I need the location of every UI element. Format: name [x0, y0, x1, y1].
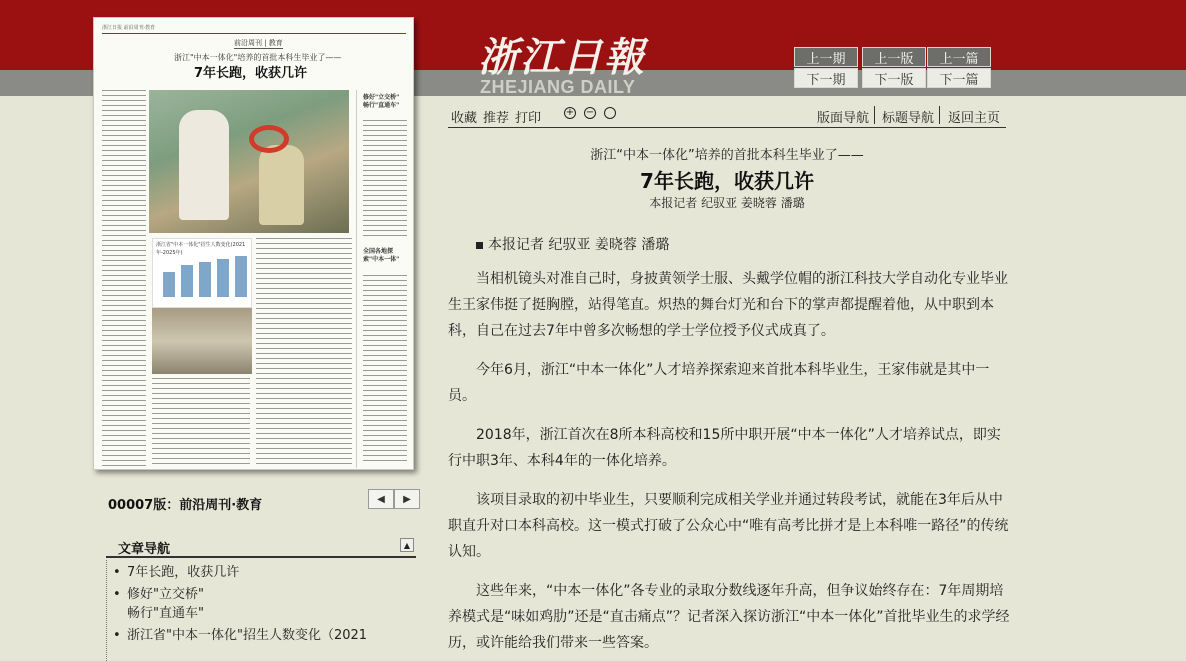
- article-nav-item[interactable]: [107, 585, 416, 623]
- article-byline: [448, 232, 1010, 258]
- article-nav-header: [106, 534, 416, 558]
- article-nav-item[interactable]: • 7年长跑，收获几许: [107, 563, 416, 582]
- article-nav-item-line: 畅行"直通车": [127, 606, 204, 621]
- article-paragraph: 当相机镜头对准自己时，身披黄领学士服、头戴学位帽的浙江科技大学自动化专业毕业生王家伟挺了挺胸膛，站得笔直。炽热的舞台灯光和台下的掌声都提醒着他，从中职到本科，自己在过去7年中曾多次畅想的学士学位授予仪式成真了。: [448, 271, 1008, 339]
- prev-article-button[interactable]: 上一篇: [927, 47, 991, 67]
- paper-chart: [152, 238, 252, 308]
- next-article-button[interactable]: 下一篇: [927, 68, 991, 88]
- paper-chart-bar: [199, 262, 211, 297]
- paper-chart-caption: 浙江省"中本一体化"招生人数变化(2021年-2025年): [156, 242, 246, 256]
- photo-figure-student: [179, 110, 229, 220]
- byline-text: 本报记者 纪驭亚 姜晓蓉 潘璐: [488, 237, 670, 253]
- recommend-link[interactable]: 推荐: [483, 111, 510, 126]
- newspaper-page-thumbnail[interactable]: [93, 17, 414, 470]
- print-link[interactable]: 打印: [515, 111, 542, 126]
- toolbar-divider: [874, 106, 875, 124]
- article-body: [448, 232, 1010, 661]
- article-nav-item[interactable]: • 浙江省"中本一体化"招生人数变化（2021: [107, 626, 416, 645]
- title-nav-link[interactable]: 标题导航: [882, 111, 935, 126]
- prev-page-arrow-icon[interactable]: ◀: [368, 489, 394, 509]
- paper-header: 浙江日报 前沿周刊·教育: [102, 24, 406, 34]
- paper-side-column: [356, 90, 408, 468]
- paper-text-column: [363, 275, 407, 465]
- paper-text-column: [363, 120, 407, 240]
- home-link[interactable]: 返回主页: [948, 111, 1001, 126]
- paper-side-title-1[interactable]: 修好"立交桥" 畅行"直通车": [363, 94, 400, 109]
- next-page-arrow-icon[interactable]: ▶: [394, 489, 420, 509]
- article-authors: 本报记者 纪驭亚 姜晓蓉 潘璐: [649, 196, 805, 210]
- photo-figure-child: [259, 145, 304, 225]
- paper-chart-bar: [217, 259, 229, 297]
- article-nav-item-line: 修好"立交桥": [127, 587, 204, 602]
- zoom-reset-icon[interactable]: [604, 107, 616, 119]
- page-info-label: 00007版：前沿周刊·教育: [108, 498, 263, 513]
- paper-side-title-2[interactable]: 全国各地探索"中本一体": [363, 248, 400, 263]
- paper-chart-bar: [181, 265, 193, 297]
- article-paragraph: 该项目录取的初中毕业生，只要顺利完成相关学业并通过转段考试，就能在3年后从中职直升对口本科高校。这一模式打破了公众心中“唯有高考比拼才是上本科唯一路径”的传统认知。: [448, 492, 1009, 560]
- article-nav-title: 文章导航: [118, 542, 171, 557]
- article-nav-list: [106, 560, 416, 661]
- paper-subtitle: 浙江"中本一体化"培养的首批本科生毕业了——: [174, 53, 342, 62]
- paper-main-photo: [149, 90, 349, 233]
- logo-chinese: 浙江日報: [478, 34, 646, 81]
- next-page-button[interactable]: 下一版: [862, 68, 926, 88]
- paper-chart-bar: [163, 272, 175, 297]
- zoom-in-icon[interactable]: +: [565, 107, 575, 118]
- article-title: 7年长跑，收获几许: [640, 169, 814, 193]
- paper-text-column: [102, 90, 146, 468]
- article-toolbar: [448, 103, 1006, 128]
- collect-link[interactable]: 收藏: [451, 111, 478, 126]
- layout-nav-link[interactable]: 版面导航: [817, 111, 870, 126]
- paper-second-photo: [152, 308, 252, 374]
- next-issue-button[interactable]: 下一期: [794, 68, 858, 88]
- article-paragraph: 今年6月，浙江“中本一体化”人才培养探索迎来首批本科毕业生，王家伟就是其中一员。: [448, 362, 990, 404]
- photo-ring: [249, 125, 289, 153]
- prev-page-button[interactable]: 上一版: [862, 47, 926, 67]
- paper-headline[interactable]: 7年长跑，收获几许: [194, 66, 308, 81]
- article-paragraph: 2018年，浙江首次在8所本科高校和15所中职开展“中本一体化”人才培养试点，即实行中职3年、本科4年的一体化培养。: [448, 427, 1001, 469]
- square-bullet-icon: [476, 242, 483, 249]
- prev-issue-button[interactable]: 上一期: [794, 47, 858, 67]
- logo-english: ZHEJIANG DAILY: [480, 77, 636, 97]
- paper-text-column: [152, 378, 250, 468]
- newspaper-logo[interactable]: [478, 26, 678, 98]
- article-subtitle: 浙江“中本一体化”培养的首批本科生毕业了——: [590, 148, 864, 163]
- paper-section-label: 前沿周刊 | 教育: [234, 39, 283, 47]
- zoom-out-icon[interactable]: −: [585, 107, 595, 118]
- toolbar-divider: [939, 106, 940, 124]
- paper-text-column: [256, 238, 352, 468]
- article-paragraph: 这些年来，“中本一体化”各专业的录取分数线逐年升高，但争议始终存在：7年周期培养模式是“味如鸡肋”还是“直击痛点”？记者深入探访浙江“中本一体化”首批毕业生的求学经历，或许能给我们带来一些答案。: [448, 583, 1010, 651]
- paper-chart-bar: [235, 256, 247, 297]
- collapse-icon[interactable]: ▲: [400, 538, 414, 552]
